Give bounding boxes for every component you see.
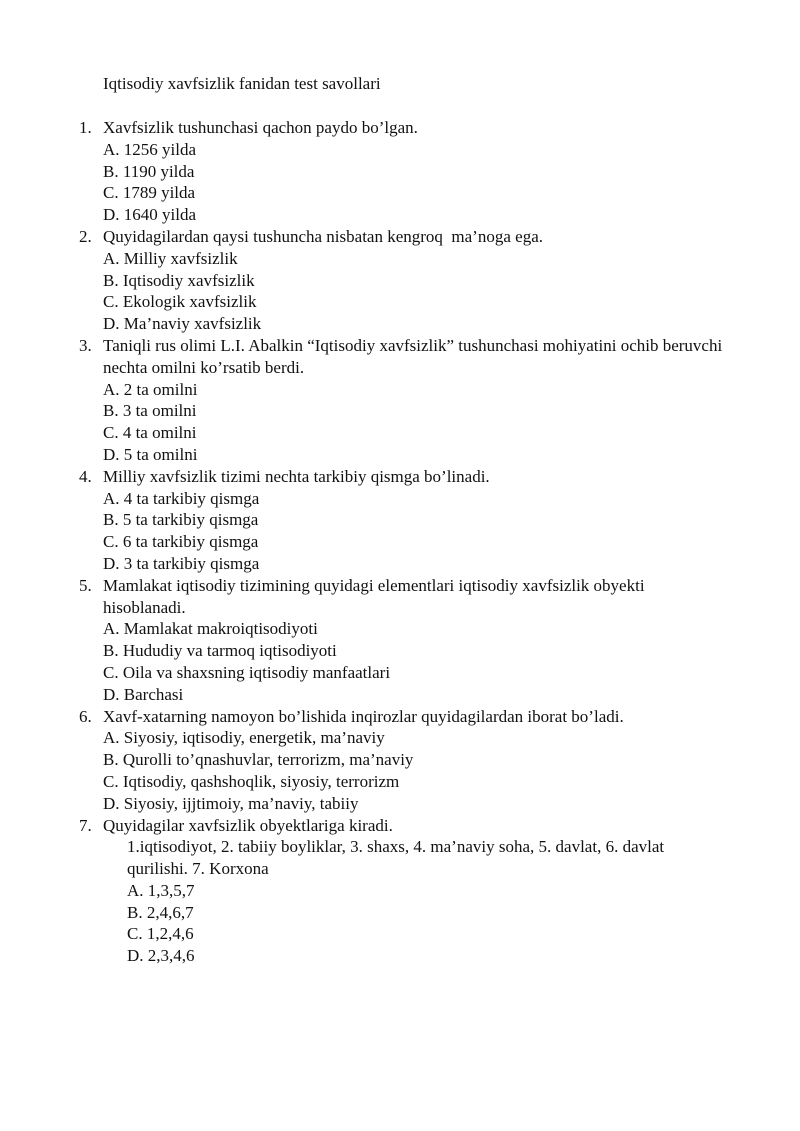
option-b: B. 2,4,6,7 bbox=[127, 902, 194, 922]
option-c: C. Iqtisodiy, qashshoqlik, siyosiy, terrorizm bbox=[103, 771, 400, 791]
option-list bbox=[103, 727, 800, 814]
option-d: D. 1640 yilda bbox=[103, 205, 197, 225]
option-c: C. 6 ta tarkibiy qismga bbox=[103, 532, 259, 552]
question-text: Milliy xavfsizlik tizimi nechta tarkibiy qismga bo’linadi. bbox=[103, 466, 490, 486]
option-d: D. Ma’naviy xavfsizlik bbox=[103, 314, 262, 334]
option-list bbox=[103, 379, 800, 466]
question-text: Quyidagilar xavfsizlik obyektlariga kiradi. bbox=[103, 815, 393, 835]
document-title: Iqtisodiy xavfsizlik fanidan test savollari bbox=[103, 74, 381, 93]
question-items-list: 1.iqtisodiyot, 2. tabiiy boyliklar, 3. shaxs, 4. ma’naviy soha, 5. davlat, 6. davlat qurilishi. 7. Korxona bbox=[127, 837, 665, 879]
option-list bbox=[103, 880, 800, 967]
option-c: C. 1,2,4,6 bbox=[127, 924, 194, 944]
option-a: A. 1,3,5,7 bbox=[127, 880, 195, 900]
question-1 bbox=[0, 117, 800, 226]
option-a: A. 2 ta omilni bbox=[103, 379, 198, 399]
option-list bbox=[103, 488, 800, 575]
question-number: 2. bbox=[79, 226, 92, 246]
question-3 bbox=[0, 335, 800, 466]
option-b: B. Hududiy va tarmoq iqtisodiyoti bbox=[103, 641, 337, 661]
question-5 bbox=[0, 575, 800, 706]
question-number: 1. bbox=[79, 118, 92, 137]
option-c: C. 1789 yilda bbox=[103, 183, 196, 203]
question-text: Xavf-xatarning namoyon bo’lishida inqirozlar quyidagilardan iborat bo’ladi. bbox=[103, 706, 624, 726]
option-b: B. 1190 yilda bbox=[103, 161, 195, 181]
option-list bbox=[103, 618, 800, 705]
option-c: C. Ekologik xavfsizlik bbox=[103, 292, 257, 312]
question-2 bbox=[0, 226, 800, 335]
option-d: D. 2,3,4,6 bbox=[127, 946, 195, 966]
option-b: B. 3 ta omilni bbox=[103, 401, 197, 421]
question-text: Mamlakat iqtisodiy tizimining quyidagi elementlari iqtisodiy xavfsizlik obyekti hisoblanadi. bbox=[103, 575, 645, 617]
option-c: C. Oila va shaxsning iqtisodiy manfaatlari bbox=[103, 662, 391, 682]
option-d: D. 5 ta omilni bbox=[103, 444, 198, 464]
option-a: A. 1256 yilda bbox=[103, 139, 197, 159]
option-a: A. Mamlakat makroiqtisodiyoti bbox=[103, 619, 318, 639]
question-7 bbox=[0, 815, 800, 968]
question-number: 3. bbox=[79, 335, 92, 355]
question-number: 4. bbox=[79, 466, 92, 486]
option-a: A. Milliy xavfsizlik bbox=[103, 248, 238, 268]
question-number: 7. bbox=[79, 815, 92, 835]
question-list bbox=[0, 117, 800, 967]
option-d: D. Siyosiy, ijjtimoiy, ma’naviy, tabiiy bbox=[103, 793, 359, 813]
option-d: D. Barchasi bbox=[103, 684, 184, 704]
option-b: B. 5 ta tarkibiy qismga bbox=[103, 510, 259, 530]
question-text: Xavfsizlik tushunchasi qachon paydo bo’lgan. bbox=[103, 118, 418, 137]
question-number: 5. bbox=[79, 575, 92, 595]
question-4 bbox=[0, 466, 800, 575]
option-a: A. Siyosiy, iqtisodiy, energetik, ma’naviy bbox=[103, 728, 385, 748]
option-list bbox=[103, 248, 800, 335]
question-text: Taniqli rus olimi L.I. Abalkin “Iqtisodiy xavfsizlik” tushunchasi mohiyatini ochib beruvchi nechta omilni ko’rsatib berdi. bbox=[103, 335, 723, 377]
question-number: 6. bbox=[79, 706, 92, 726]
option-c: C. 4 ta omilni bbox=[103, 423, 197, 443]
option-d: D. 3 ta tarkibiy qismga bbox=[103, 553, 260, 573]
option-b: B. Iqtisodiy xavfsizlik bbox=[103, 270, 255, 290]
option-a: A. 4 ta tarkibiy qismga bbox=[103, 488, 260, 508]
question-text: Quyidagilardan qaysi tushuncha nisbatan kengroq ma’noga ega. bbox=[103, 226, 543, 246]
option-list bbox=[103, 139, 800, 226]
question-6 bbox=[0, 706, 800, 815]
option-b: B. Qurolli to’qnashuvlar, terrorizm, ma’naviy bbox=[103, 750, 414, 770]
